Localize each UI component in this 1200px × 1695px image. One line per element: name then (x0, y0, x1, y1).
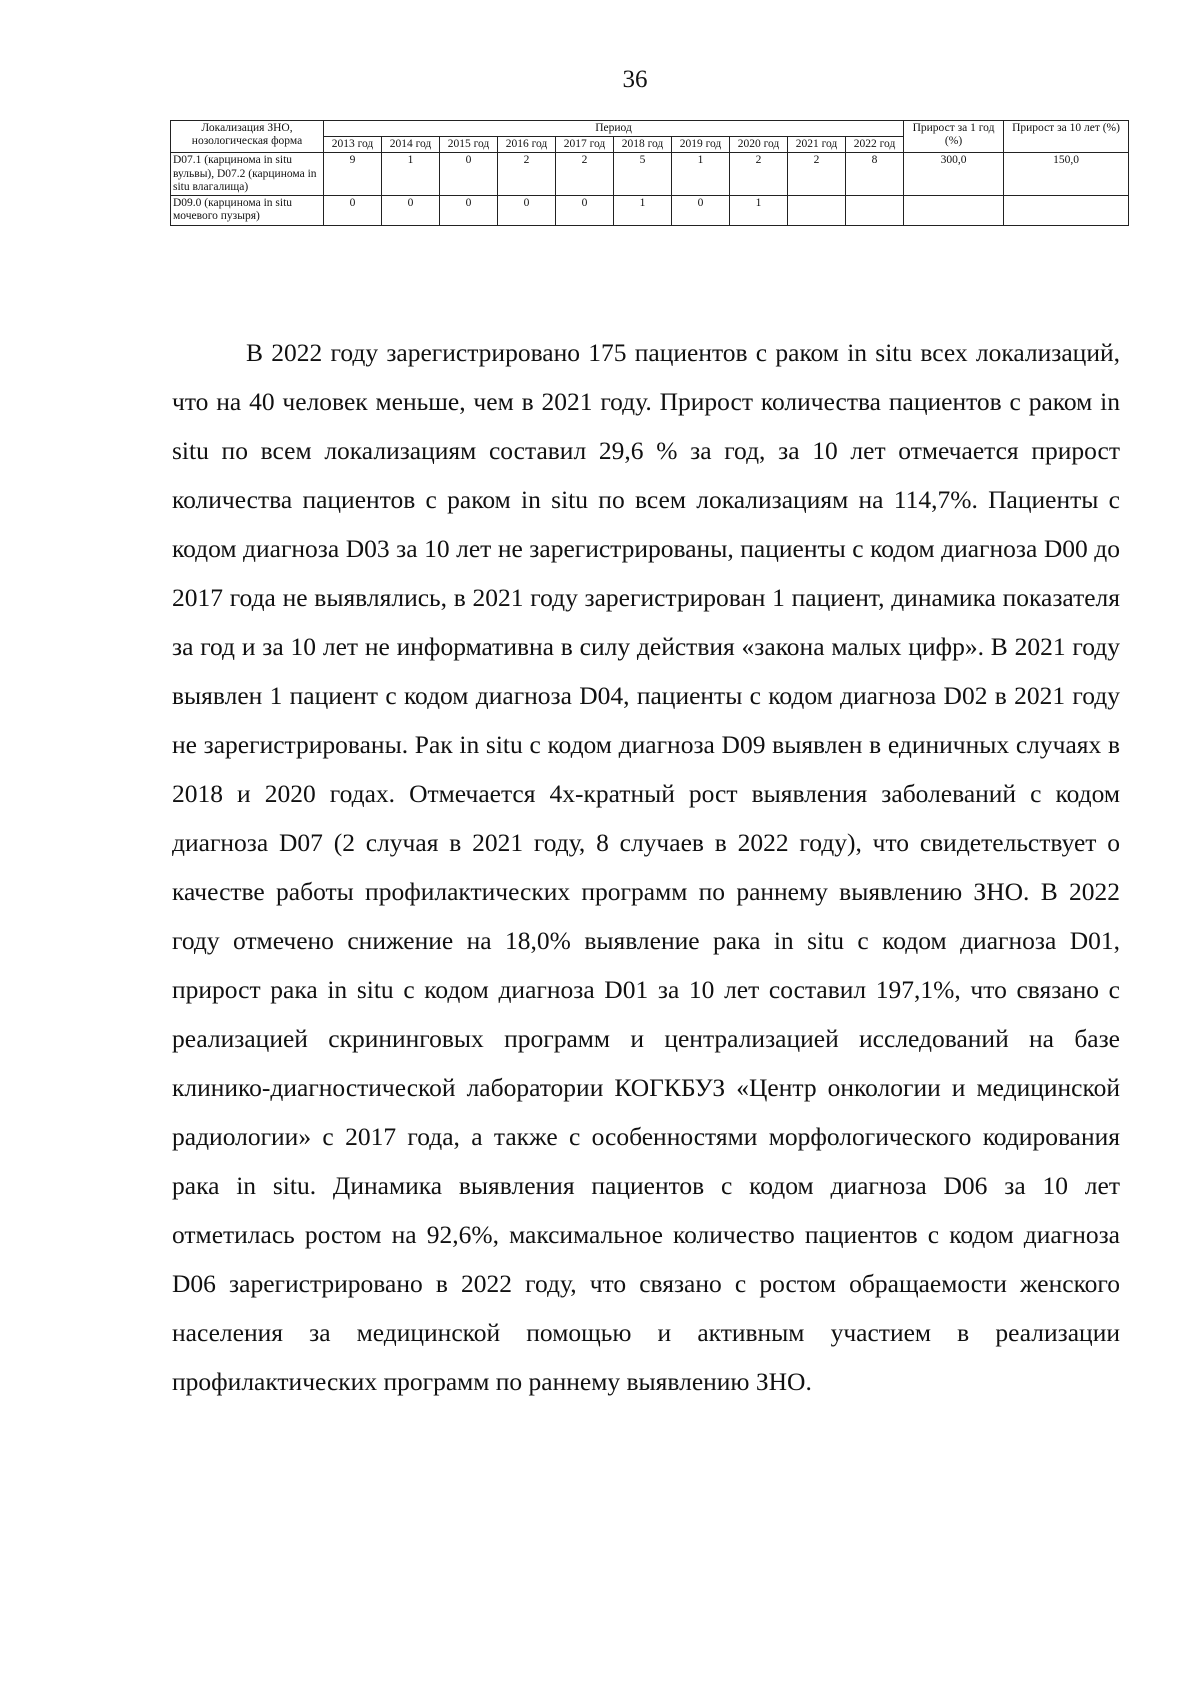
year-header: 2019 год (672, 137, 730, 153)
year-header: 2014 год (382, 137, 440, 153)
table-cell: 0 (556, 196, 614, 225)
year-header: 2013 год (324, 137, 382, 153)
table-cell (788, 196, 846, 225)
incidence-table (170, 120, 1129, 226)
growth-10y-cell: 150,0 (1004, 153, 1129, 196)
growth-10y-cell (1004, 196, 1129, 225)
header-growth-year: Прирост за 1 год (%) (904, 121, 1004, 153)
table-cell: 0 (324, 196, 382, 225)
table-cell: 1 (382, 153, 440, 196)
table-cell: 2 (556, 153, 614, 196)
table-row (171, 153, 1129, 196)
body-text (172, 328, 1120, 1406)
table-cell: 0 (382, 196, 440, 225)
year-header: 2020 год (730, 137, 788, 153)
table-cell: 0 (440, 153, 498, 196)
year-header: 2022 год (846, 137, 904, 153)
header-localization: Локализация ЗНО, нозологическая форма (171, 121, 324, 153)
year-header: 2017 год (556, 137, 614, 153)
growth-year-cell: 300,0 (904, 153, 1004, 196)
table-cell: 5 (614, 153, 672, 196)
row-label: D09.0 (карцинома in situ мочевого пузыря) (171, 196, 324, 225)
growth-year-cell (904, 196, 1004, 225)
year-header: 2018 год (614, 137, 672, 153)
table-cell: 0 (672, 196, 730, 225)
year-header: 2015 год (440, 137, 498, 153)
paragraph: В 2022 году зарегистрировано 175 пациентов с раком in situ всех локализаций, что на 40 человек меньше, чем в 2021 году. Прирост количества пациентов с раком in situ по всем локализациям составил 29,6 % за год, за 10 лет отмечается прирост количества пациентов с раком in situ по всем локализациям на 114,7%. Пациенты с кодом диагноза D03 за 10 лет не зарегистрированы, пациенты с кодом диагноза D00 до 2017 года не выявлялись, в 2021 году зарегистрирован 1 пациент, динамика показателя за год и за 10 лет не информативна в силу действия «закона малых цифр». В 2021 году выявлен 1 пациент с кодом диагноза D04, пациенты с кодом диагноза D02 в 2021 году не зарегистрированы. Рак in situ с кодом диагноза D09 выявлен в единичных случаях в 2018 и 2020 годах. Отмечается 4х-кратный рост выявления заболеваний с кодом диагноза D07 (2 случая в 2021 году, 8 случаев в 2022 году), что свидетельствует о качестве работы профилактических программ по раннему выявлению ЗНО. В 2022 году отмечено снижение на 18,0% выявление рака in situ с кодом диагноза D01, прирост рака in situ с кодом диагноза D01 за 10 лет составил 197,1%, что связано с реализацией скрининговых программ и централизацией исследований на базе клинико-диагностической лаборатории КОГКБУЗ «Центр онкологии и медицинской радиологии» с 2017 года, а также с особенностями морфологического кодирования рака in situ. Динамика выявления пациентов с кодом диагноза D06 за 10 лет отметилась ростом на 92,6%, максимальное количество пациентов с кодом диагноза D06 зарегистрировано в 2022 году, что связано с ростом обращаемости женского населения за медицинской помощью и активным участием в реализации профилактических программ по раннему выявлению ЗНО. (172, 338, 1120, 1396)
table-cell: 1 (672, 153, 730, 196)
table-cell: 9 (324, 153, 382, 196)
table-cell: 1 (614, 196, 672, 225)
table-cell: 0 (440, 196, 498, 225)
table-row (171, 196, 1129, 225)
table-cell: 2 (498, 153, 556, 196)
table-cell: 1 (730, 196, 788, 225)
header-growth-10y: Прирост за 10 лет (%) (1004, 121, 1129, 153)
table-cell: 2 (788, 153, 846, 196)
table-cell (846, 196, 904, 225)
table-cell: 2 (730, 153, 788, 196)
table-cell: 0 (498, 196, 556, 225)
year-header: 2016 год (498, 137, 556, 153)
header-period: Период (324, 121, 904, 137)
row-label: D07.1 (карцинома in situ вульвы), D07.2 (карцинома in situ влагалища) (171, 153, 324, 196)
table-cell: 8 (846, 153, 904, 196)
page-number: 36 (622, 66, 648, 93)
year-header: 2021 год (788, 137, 846, 153)
